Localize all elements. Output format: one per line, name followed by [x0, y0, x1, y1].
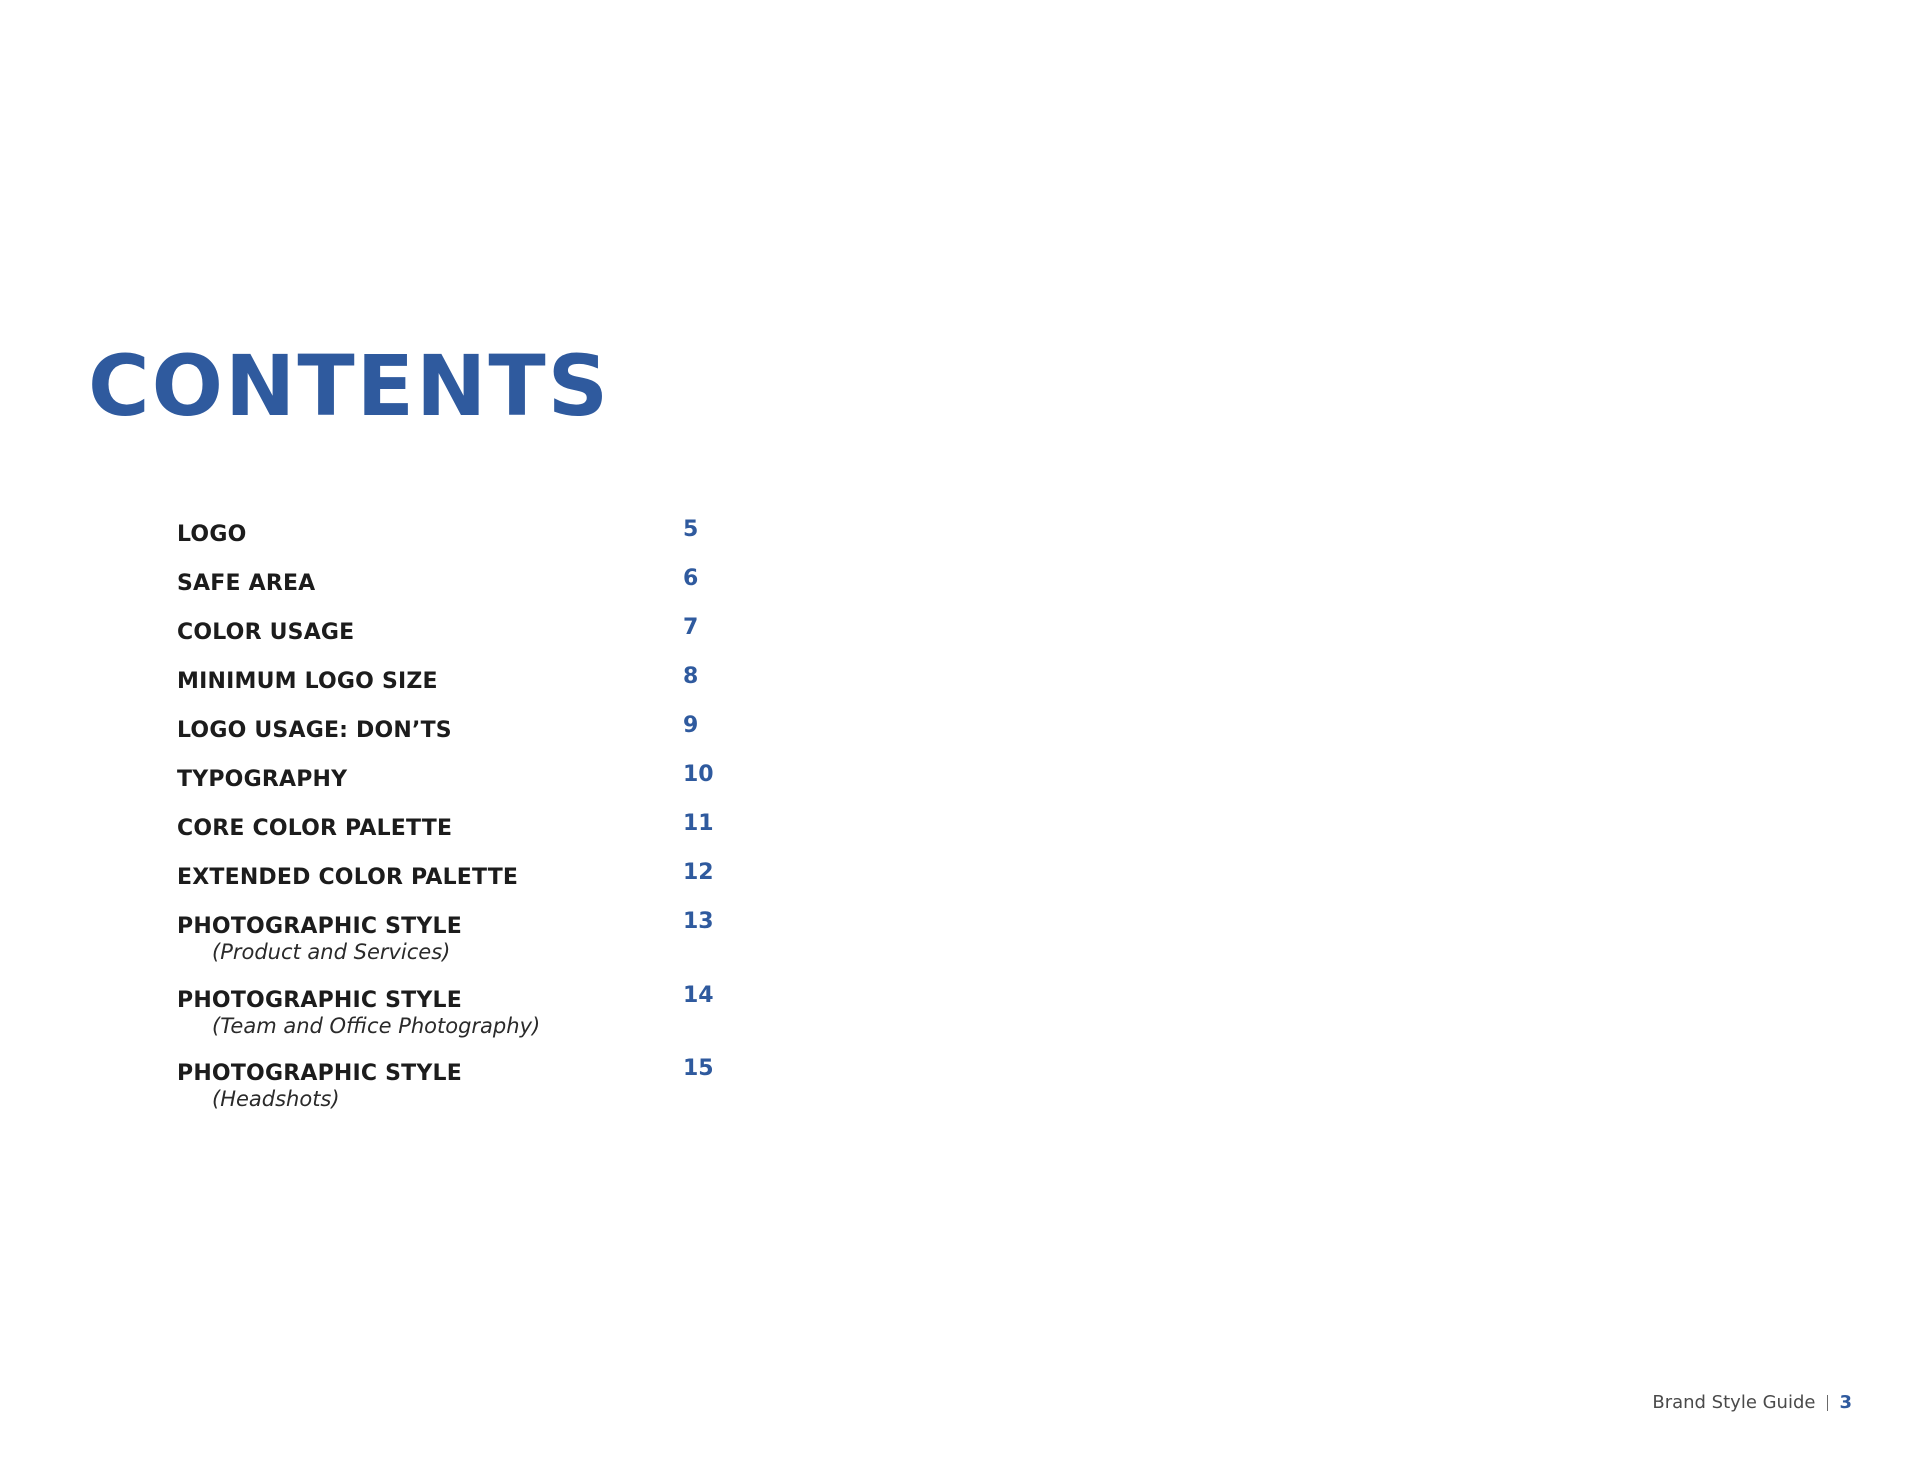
page-title: CONTENTS: [88, 337, 611, 435]
toc-entry-label: SAFE AREA: [177, 571, 316, 596]
toc-entry-page-number: 6: [683, 566, 699, 591]
toc-entry-page-number: 11: [683, 811, 714, 836]
toc-entry-page-number: 5: [683, 517, 699, 542]
toc-entry-photographic-style-headshots[interactable]: [177, 1056, 737, 1135]
footer-page-number: 3: [1839, 1392, 1852, 1413]
toc-entry-page-number: 13: [683, 909, 714, 934]
toc-entry-subtitle: (Product and Services): [212, 940, 451, 964]
footer-divider: [1827, 1395, 1828, 1411]
toc-entry-label: MINIMUM LOGO SIZE: [177, 669, 438, 694]
toc-entry-color-usage[interactable]: [177, 615, 737, 669]
toc-entry-page-number: 12: [683, 860, 714, 885]
toc-entry-logo-usage-donts[interactable]: [177, 713, 737, 767]
toc-entry-label: LOGO USAGE: DON’TS: [177, 718, 452, 743]
toc-entry-page-number: 10: [683, 762, 714, 787]
toc-entry-page-number: 7: [683, 615, 699, 640]
toc-entry-safe-area[interactable]: [177, 566, 737, 620]
toc-entry-page-number: 15: [683, 1056, 714, 1081]
toc-entry-label: TYPOGRAPHY: [177, 767, 348, 792]
toc-entry-photographic-style-products[interactable]: [177, 909, 737, 988]
page-footer: [1652, 1392, 1852, 1414]
table-of-contents: [177, 517, 737, 1135]
toc-entry-label: PHOTOGRAPHIC STYLE: [177, 914, 462, 939]
toc-entry-page-number: 9: [683, 713, 699, 738]
toc-entry-label: LOGO: [177, 522, 247, 547]
toc-entry-label: PHOTOGRAPHIC STYLE: [177, 1061, 462, 1086]
toc-entry-label: COLOR USAGE: [177, 620, 355, 645]
toc-entry-page-number: 14: [683, 982, 714, 1008]
toc-entry-label: CORE COLOR PALETTE: [177, 816, 453, 841]
toc-entry-extended-color-palette[interactable]: [177, 860, 737, 914]
toc-entry-page-number: 8: [683, 664, 699, 689]
footer-document-title: Brand Style Guide: [1652, 1392, 1816, 1413]
toc-entry-typography[interactable]: [177, 762, 737, 816]
toc-entry-label: PHOTOGRAPHIC STYLE: [177, 987, 462, 1013]
toc-entry-subtitle: (Headshots): [212, 1087, 340, 1111]
toc-entry-logo[interactable]: [177, 517, 737, 571]
toc-entry-label: EXTENDED COLOR PALETTE: [177, 865, 519, 890]
toc-entry-core-color-palette[interactable]: [177, 811, 737, 865]
toc-entry-photographic-style-team[interactable]: [177, 982, 737, 1062]
toc-entry-subtitle: (Team and Office Photography): [212, 1013, 541, 1038]
toc-entry-minimum-logo-size[interactable]: [177, 664, 737, 718]
